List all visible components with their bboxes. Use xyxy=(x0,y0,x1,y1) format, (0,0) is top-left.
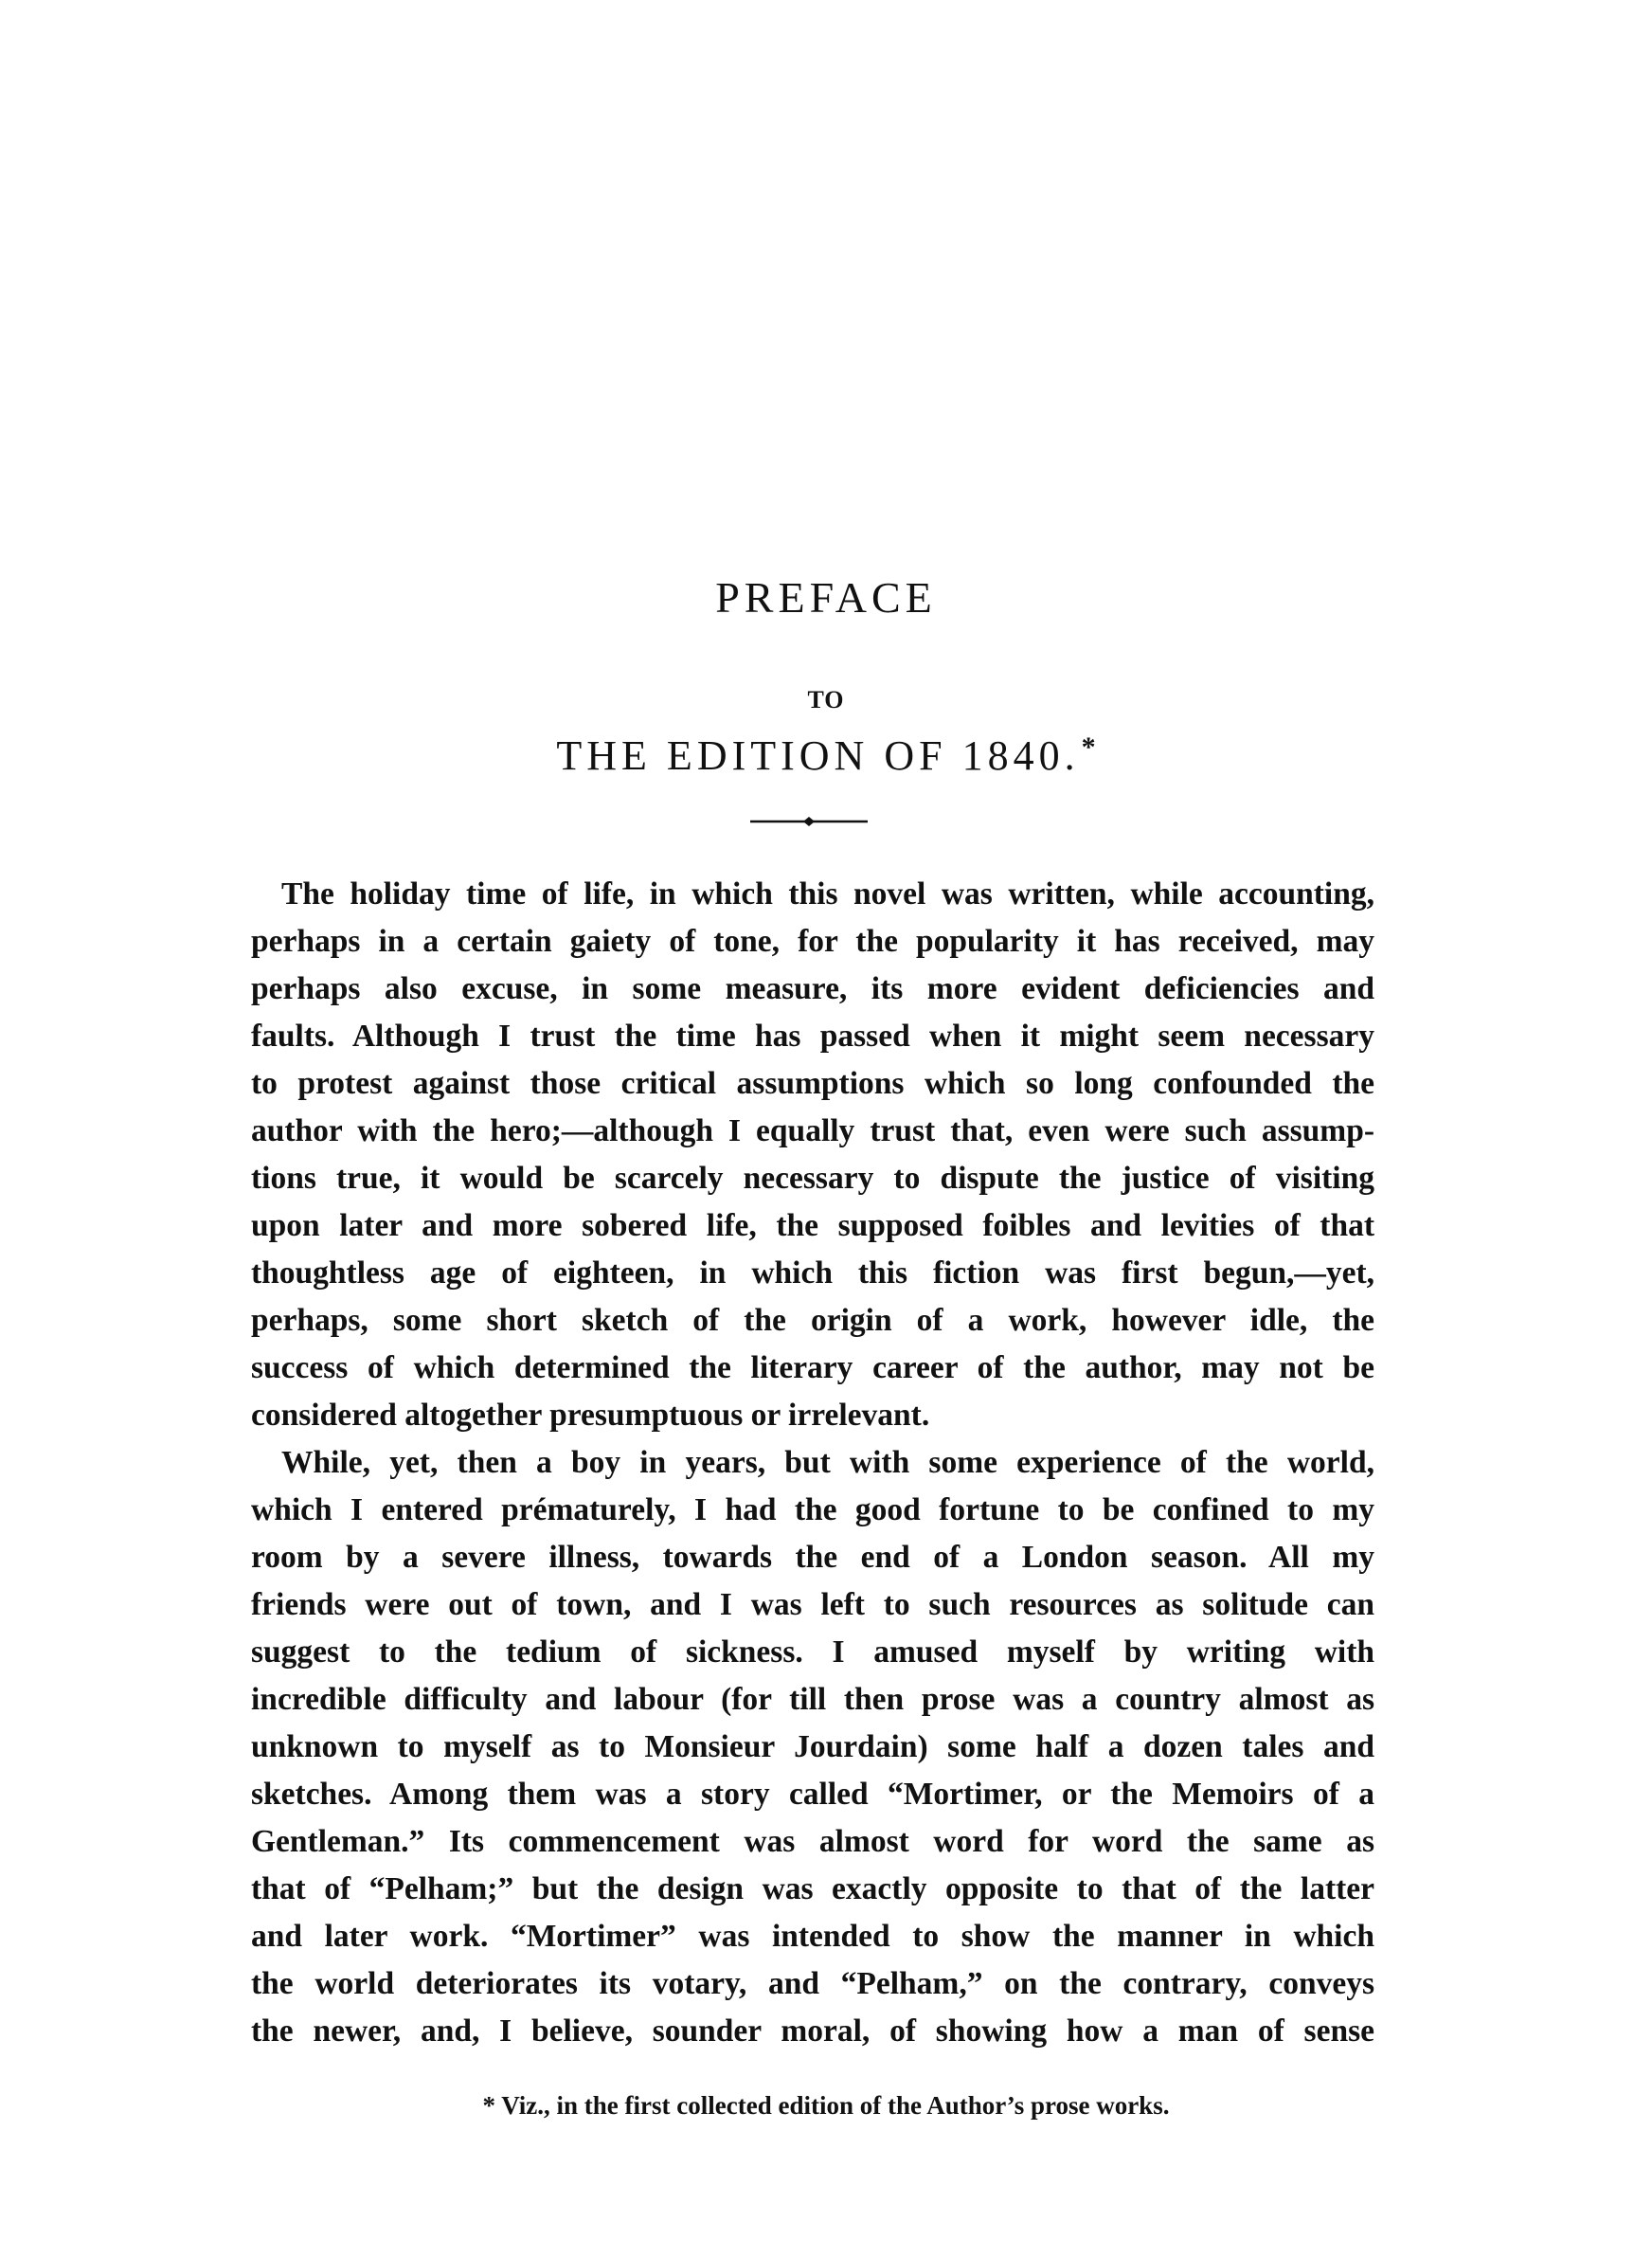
text-line: Gentleman.” Its commencement was almost word for word the same as xyxy=(251,1824,1374,1859)
footnote: * Viz., in the first collected edition of the Author’s prose works. xyxy=(482,2091,1170,2120)
preface-title: PREFACE xyxy=(715,573,937,622)
text-line: faults. Although I trust the time has passed when it might seem necessary xyxy=(251,1019,1374,1054)
text-line: that of “Pelham;” but the design was exactly opposite to that of the latter xyxy=(251,1871,1374,1906)
text-line: success of which determined the literary career of the author, may not be xyxy=(251,1350,1374,1385)
text-line: considered altogether presumptuous or irrelevant. xyxy=(251,1398,930,1433)
text-line: perhaps also excuse, in some measure, its more evident deficiencies and xyxy=(251,971,1374,1006)
text-line: perhaps in a certain gaiety of tone, for the popularity it has received, may xyxy=(251,924,1374,959)
text-line: tions true, it would be scarcely necessary to dispute the justice of visiting xyxy=(251,1161,1374,1196)
text-line: the newer, and, I believe, sounder moral, of showing how a man of sense xyxy=(251,2013,1374,2049)
text-line: The holiday time of life, in which this novel was written, while accounting, xyxy=(281,876,1374,912)
paragraph-1 xyxy=(251,871,1374,1439)
text-line: While, yet, then a boy in years, but with some experience of the world, xyxy=(281,1445,1374,1480)
text-line: author with the hero;—although I equally trust that, even were such assump- xyxy=(251,1113,1374,1148)
text-line: thoughtless age of eighteen, in which this fiction was first begun,—yet, xyxy=(251,1255,1374,1291)
footnote-reference-mark: * xyxy=(1081,731,1096,763)
text-line: room by a severe illness, towards the end of a London season. All my xyxy=(251,1540,1374,1575)
text-line: friends were out of town, and I was left to such resources as solitude can xyxy=(251,1587,1374,1622)
ornamental-rule xyxy=(750,815,868,828)
text-line: to protest against those critical assumptions which so long confounded the xyxy=(251,1066,1374,1101)
edition-heading xyxy=(0,731,1652,780)
text-line: upon later and more sobered life, the supposed foibles and levities of that xyxy=(251,1208,1374,1243)
text-line: incredible difficulty and labour (for till then prose was a country almost as xyxy=(251,1682,1374,1717)
text-line: the world deteriorates its votary, and “Pelham,” on the contrary, conveys xyxy=(251,1966,1374,2001)
text-line: unknown to myself as to Monsieur Jourdain) some half a dozen tales and xyxy=(251,1729,1374,1764)
paragraph-2 xyxy=(251,1439,1374,2055)
text-line: perhaps, some short sketch of the origin of a work, however idle, the xyxy=(251,1303,1374,1338)
text-line: sketches. Among them was a story called “Mortimer, or the Memoirs of a xyxy=(251,1777,1374,1812)
text-line: which I entered prématurely, I had the good fortune to be confined to my xyxy=(251,1492,1374,1527)
text-line: suggest to the tedium of sickness. I amused myself by writing with xyxy=(251,1634,1374,1670)
preface-subtitle-to: TO xyxy=(807,686,845,713)
text-line: and later work. “Mortimer” was intended to show the manner in which xyxy=(251,1919,1374,1954)
edition-heading-text: THE EDITION OF 1840. xyxy=(556,732,1080,779)
